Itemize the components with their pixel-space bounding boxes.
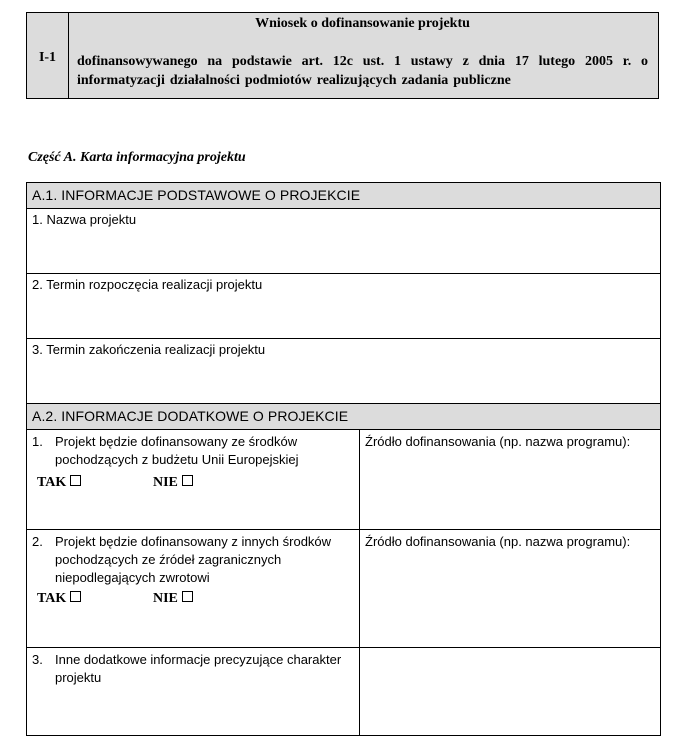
foreign-funding-question xyxy=(27,530,360,648)
eu-funding-yes-checkbox[interactable] xyxy=(70,475,81,486)
foreign-funding-no-checkbox[interactable] xyxy=(182,591,193,602)
eu-funding-source-field[interactable] xyxy=(360,430,661,530)
start-date-field[interactable] xyxy=(27,274,661,339)
end-date-label: 3. Termin zakończenia realizacji projektu xyxy=(32,342,266,357)
foreign-funding-yes-option[interactable] xyxy=(37,591,81,607)
list-item xyxy=(27,430,359,469)
yes-label: TAK xyxy=(37,591,67,606)
funding-source-label: Źródło dofinansowania (np. nazwa programu): xyxy=(365,434,631,449)
item-number: 3. xyxy=(32,652,43,667)
item-text: Inne dodatkowe informacje precyzujące charakter projektu xyxy=(55,652,342,685)
form-code: I-1 xyxy=(27,13,69,98)
list-item xyxy=(27,530,359,587)
foreign-funding-source-field[interactable] xyxy=(360,530,661,648)
item-number: 2. xyxy=(32,534,43,549)
document-header xyxy=(26,12,659,99)
no-label: NIE xyxy=(153,591,178,606)
additional-info-field[interactable] xyxy=(360,648,661,736)
project-name-label: 1. Nazwa projektu xyxy=(32,212,137,227)
eu-funding-no-option[interactable] xyxy=(153,475,193,491)
item-number: 1. xyxy=(32,434,43,449)
foreign-funding-yes-checkbox[interactable] xyxy=(70,591,81,602)
no-label: NIE xyxy=(153,475,178,490)
foreign-funding-no-option[interactable] xyxy=(153,591,193,607)
funding-source-label: Źródło dofinansowania (np. nazwa programu): xyxy=(365,534,631,549)
yes-label: TAK xyxy=(37,475,67,490)
eu-funding-question xyxy=(27,430,360,530)
eu-funding-options xyxy=(27,475,359,499)
start-date-label: 2. Termin rozpoczęcia realizacji projektu xyxy=(32,277,263,292)
item-text: Projekt będzie dofinansowany ze środków pochodzących z budżetu Unii Europejskiej xyxy=(55,434,299,467)
project-name-field[interactable] xyxy=(27,209,661,274)
item-text: Projekt będzie dofinansowany z innych środków pochodzących ze źródeł zagranicznych niepodlegających zwrotowi xyxy=(55,534,332,585)
list-item xyxy=(27,648,359,687)
section-a2-heading: A.2. INFORMACJE DODATKOWE O PROJEKCIE xyxy=(27,404,661,430)
section-title: Część A. Karta informacyjna projektu xyxy=(28,150,246,165)
foreign-funding-options xyxy=(27,591,359,615)
eu-funding-yes-option[interactable] xyxy=(37,475,81,491)
project-info-table xyxy=(26,182,661,736)
header-text xyxy=(69,13,658,98)
form-title: Wniosek o dofinansowanie projektu xyxy=(255,16,470,31)
end-date-field[interactable] xyxy=(27,339,661,404)
section-a1-heading: A.1. INFORMACJE PODSTAWOWE O PROJEKCIE xyxy=(27,183,661,209)
eu-funding-no-checkbox[interactable] xyxy=(182,475,193,486)
additional-info-question xyxy=(27,648,360,736)
form-description: dofinansowywanego na podstawie art. 12c ust. 1 ustawy z dnia 17 lutego 2005 r. o informatyzacji działalności podmiotów realizujących zadania publiczne xyxy=(77,54,648,88)
